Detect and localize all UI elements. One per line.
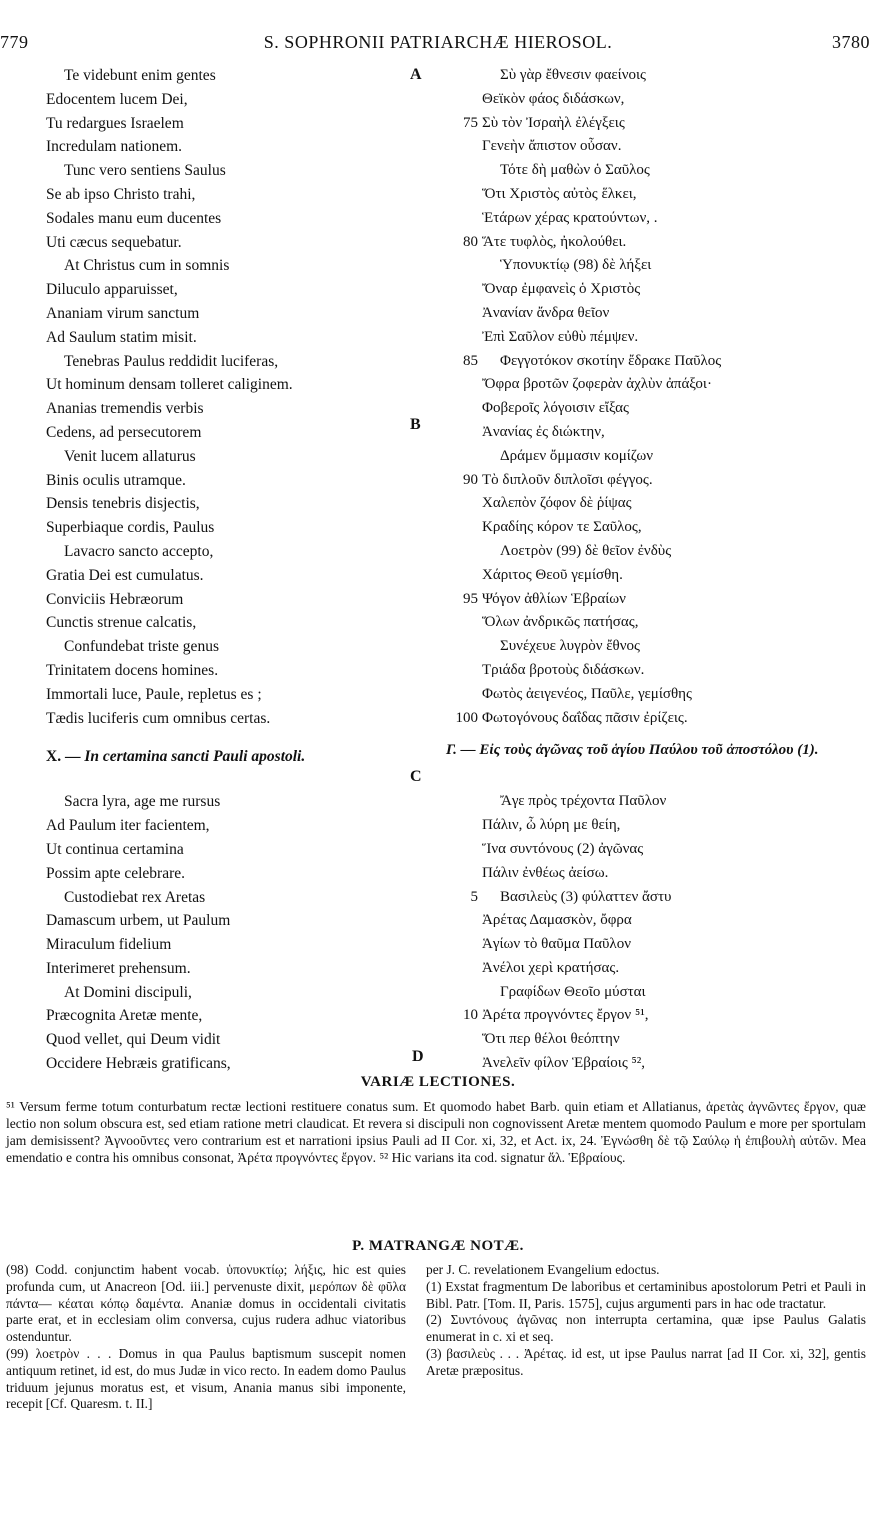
greek-verse-line xyxy=(446,540,866,564)
latin-verse-line: Lavacro sancto accepto, xyxy=(64,542,214,560)
latin-verse-line: Conviciis Hebræorum xyxy=(46,590,184,608)
latin-verse-line: Possim apte celebrare. xyxy=(46,864,186,882)
variae-lectiones-title: VARIÆ LECTIONES. xyxy=(360,1074,516,1090)
greek-verse-text: Ἀρέτα προγνόντες ἔργον ⁵¹, xyxy=(482,1007,649,1024)
latin-verse-line: Cedens, ad persecutorem xyxy=(46,423,202,441)
latin-verse-line: At Domini discipuli, xyxy=(64,983,192,1001)
greek-verse-line xyxy=(446,397,866,421)
latin-verse-line: Te videbunt enim gentes xyxy=(64,67,216,84)
greek-verse-line xyxy=(446,445,866,469)
latin-verse-line: Cunctis strenue calcatis, xyxy=(46,614,197,632)
latin-verses-part1 xyxy=(46,64,386,730)
greek-verse-text: Ἄγε πρὸς τρέχοντα Παῦλον xyxy=(500,793,667,810)
greek-verse-text: Ἀρέτας Δαμασκὸν, ὄφρα xyxy=(482,912,632,929)
latin-verse-line: Se ab ipso Christo trahi, xyxy=(46,185,196,203)
greek-verse-text: Βασιλεὺς (3) φύλαττεν ἄστυ xyxy=(500,888,672,905)
greek-verse-text: Γενεὴν ἄπιστον οὖσαν. xyxy=(482,138,622,155)
latin-verse-line: Quod vellet, qui Deum vidit xyxy=(46,1031,221,1049)
greek-verse-line xyxy=(446,135,866,159)
greek-verse-text: Πάλιν ἐνθέως ἀείσω. xyxy=(482,864,609,881)
greek-verse-line xyxy=(446,635,866,659)
greek-verse-line xyxy=(446,231,866,255)
greek-verse-text: Ὅτι περ θέλοι θεόπτην xyxy=(482,1031,620,1048)
greek-verse-text: Ἑτάρων χέρας κρατούντων, . xyxy=(482,209,658,226)
latin-verse-line: Gratia Dei est cumulatus. xyxy=(46,566,204,584)
variae-lectiones-text xyxy=(6,1098,866,1166)
latin-verse-line: Tunc vero sentiens Saulus xyxy=(64,162,226,180)
greek-verse-line xyxy=(446,373,866,397)
latin-title-italic: In certamina sancti Pauli apostoli. xyxy=(84,748,306,766)
greek-verse-text: Ἀνέλοι χερὶ κρατήσας. xyxy=(482,959,620,976)
latin-verse-line: Ad Saulum statim misit. xyxy=(46,328,197,346)
greek-verse-line xyxy=(446,862,866,886)
greek-verse-text: Δράμεν ὄμμασιν κομίζων xyxy=(500,447,654,464)
greek-verse-text: Ὑπονυκτίῳ (98) δὲ λήξει xyxy=(500,257,652,274)
greek-verse-line xyxy=(446,469,866,493)
verse-number: 85 xyxy=(463,352,478,369)
greek-verse-line xyxy=(446,814,866,838)
greek-section-title: Γ. — Εἰς τοὺς ἀγῶνας τοῦ ἁγίου Παύλου τοῦ ἀποστόλου (1). xyxy=(446,742,819,759)
greek-verse-line xyxy=(446,707,866,731)
latin-verse-line: Superbiaque cordis, Paulus xyxy=(46,519,215,537)
latin-verse-line: Interimeret prehensum. xyxy=(46,959,191,977)
greek-verse-text: Ἅτε τυφλὸς, ἠκολούθει. xyxy=(482,233,627,250)
greek-verse-text: Γραφίδων Θεοῖο μύσται xyxy=(500,983,646,1000)
greek-verse-text: Θεϊκὸν φάος διδάσκων, xyxy=(482,90,625,107)
verse-number: 90 xyxy=(463,471,478,488)
greek-verse-line xyxy=(446,492,866,516)
greek-verse-line xyxy=(446,659,866,683)
greek-verse-line xyxy=(446,611,866,635)
greek-verse-line xyxy=(446,350,866,374)
verse-number: 75 xyxy=(463,114,478,131)
latin-verse-line: Tu redargues Israelem xyxy=(46,114,184,132)
note-paragraph: (3) βασιλεὺς . . . Ἀρέτας. id est, ut ipse Paulus narrat [ad II Cor. xi, 32], gentis Aretæ præpositus. xyxy=(426,1345,866,1378)
note-paragraph: (2) Συντόνους ἀγῶνας non interrupta certamina, quæ ipse Paulus Galatis enumerat in c. xi et seq. xyxy=(426,1312,866,1345)
column-marker-b: B xyxy=(410,416,421,433)
greek-column xyxy=(446,64,866,1076)
page-header xyxy=(0,32,876,56)
greek-verse-line xyxy=(446,933,866,957)
latin-title-prefix: X. — xyxy=(46,748,85,766)
latin-verse-line: Præcognita Aretæ mente, xyxy=(46,1007,203,1025)
latin-verse-line: At Christus cum in somnis xyxy=(64,257,230,275)
greek-verse-text: Ἐπὶ Σαῦλον εὐθὺ πέμψεν. xyxy=(482,328,639,345)
column-marker-d: D xyxy=(412,1048,424,1065)
note-paragraph: (99) λοετρὸν . . . Domus in qua Paulus baptismum suscepit nomen antiquum retinet, id est, do mus Judæ in vico recto. In eadem domo Paulus triduum jejunus moratus est, et visum, Anania manus sibi imponente, recepit [Cf. Quaresm. t. II.] xyxy=(6,1345,406,1412)
greek-verse-line xyxy=(446,326,866,350)
greek-verse-text: Ἀνελεῖν φίλον Ἑβραίοις ⁵², xyxy=(482,1055,645,1072)
latin-verse-line: Ad Paulum iter facientem, xyxy=(46,817,210,835)
verse-number: 80 xyxy=(463,233,478,250)
note-paragraph: per J. C. revelationem Evangelium edoctus. xyxy=(426,1262,660,1277)
latin-verse-line: Tenebras Paulus reddidit luciferas, xyxy=(64,352,279,370)
verse-number: 95 xyxy=(463,590,478,607)
greek-verse-text: Τὸ διπλοῦν διπλοῖσι φέγγος. xyxy=(482,471,653,488)
greek-verse-text: Φωτογόνους δαΐδας πᾶσιν ἐρίζεις. xyxy=(482,709,688,726)
latin-verse-line: Ananiam virum sanctum xyxy=(46,304,200,322)
greek-verse-line xyxy=(446,183,866,207)
latin-verse-line: Venit lucem allaturus xyxy=(64,447,196,465)
greek-verse-text: Ἵνα συντόνους (2) ἀγῶνας xyxy=(482,840,644,857)
latin-verse-line: Damascum urbem, ut Paulum xyxy=(46,912,231,930)
latin-column xyxy=(46,64,386,1076)
greek-verse-line xyxy=(446,112,866,136)
greek-verse-line xyxy=(446,207,866,231)
greek-verse-line xyxy=(446,564,866,588)
greek-verse-text: Φοβεροῖς λόγοισιν εἴξας xyxy=(482,400,629,417)
note-paragraph: (1) Exstat fragmentum De laboribus et certaminibus apostolorum Petri et Pauli in Bibl. Patr. [Tom. II, Paris. 1575], cujus argumenti pars in hac ode tractatur. xyxy=(426,1278,866,1311)
greek-verse-text: Φωτὸς ἀειγενέος, Παῦλε, γεμίσθης xyxy=(482,685,692,702)
greek-verse-line xyxy=(446,886,866,910)
latin-verse-line: Occidere Hebræis gratificans, xyxy=(46,1055,231,1073)
greek-verse-text: Κραδίης κόρον τε Σαῦλος, xyxy=(482,519,642,536)
latin-verse-line: Trinitatem docens homines. xyxy=(46,661,219,679)
greek-verse-line xyxy=(446,516,866,540)
latin-verses-part2 xyxy=(46,790,386,1076)
greek-verse-text: Σὺ τὸν Ἰσραὴλ ἐλέγξεις xyxy=(482,114,625,131)
verse-number: 5 xyxy=(470,888,478,905)
greek-verse-text: Ὄφρα βροτῶν ζοφερὰν ἀχλὺν ἀπάξοι· xyxy=(482,376,712,393)
latin-verse-line: Diluculo apparuisset, xyxy=(46,281,178,299)
greek-verse-text: Ὄναρ ἐμφανεὶς ὁ Χριστὸς xyxy=(482,281,641,298)
greek-verse-text: Χάριτος Θεοῦ γεμίσθη. xyxy=(482,566,623,583)
greek-verse-text: Ἀνανίας ἐς διώκτην, xyxy=(482,423,605,440)
greek-verse-text: Ὅτι Χριστὸς αὐτὸς ἕλκει, xyxy=(482,185,637,202)
latin-verse-line: Immortali luce, Paule, repletus es ; xyxy=(46,685,262,703)
greek-verse-text: Τότε δὴ μαθὼν ὁ Σαῦλος xyxy=(500,162,650,179)
latin-verse-line: Uti cæcus sequebatur. xyxy=(46,233,182,251)
greek-verse-line xyxy=(446,159,866,183)
greek-verse-line xyxy=(446,302,866,326)
verse-number: 10 xyxy=(463,1007,478,1024)
verse-number: 100 xyxy=(455,709,478,726)
greek-verse-text: Λοετρὸν (99) δὲ θεῖον ἐνδὺς xyxy=(500,542,672,559)
greek-verse-line xyxy=(446,588,866,612)
latin-verse-line: Tædis luciferis cum omnibus certas. xyxy=(46,709,271,727)
latin-verse-line: Ananias tremendis verbis xyxy=(46,400,204,418)
greek-verse-line xyxy=(446,278,866,302)
greek-verse-line xyxy=(446,683,866,707)
note-paragraph: (98) Codd. conjunctim habent vocab. ὑπονυκτίῳ; λήξις, hic est quies profunda cum, ut Anacreon [Od. iii.] pervenuste dixit, μερόπων δὲ φῦλα πάντα— κέαται κόπῳ δαμέντα. Ananiæ domus in occidentali civitatis parte erat, et in ecclesiam olim conversa, cujus rudera adhuc viatoribus ostenduntur. xyxy=(6,1262,406,1345)
greek-verse-text: Φεγγοτόκον σκοτίην ἔδρακε Παῦλος xyxy=(500,352,722,369)
greek-verse-line xyxy=(446,421,866,445)
greek-verse-line xyxy=(446,1004,866,1028)
running-title: S. SOPHRONII PATRIARCHÆ HIEROSOL. xyxy=(263,32,613,52)
latin-verse-line: Ut hominum densam tolleret caliginem. xyxy=(46,376,293,394)
greek-verse-line xyxy=(446,981,866,1005)
latin-verse-line: Custodiebat rex Aretas xyxy=(64,888,206,906)
latin-verse-line: Incredulam nationem. xyxy=(46,138,183,156)
greek-verse-text: Τριάδα βροτοὺς διδάσκων. xyxy=(482,661,645,678)
latin-verse-line: Confundebat triste genus xyxy=(64,638,219,656)
latin-verse-line: Ut continua certamina xyxy=(46,840,184,858)
greek-verses-part1 xyxy=(446,64,866,730)
greek-verse-text: Ἁγίων τὸ θαῦμα Παῦλον xyxy=(482,936,631,953)
page-number-left: 779 xyxy=(0,32,29,52)
greek-verse-line xyxy=(446,909,866,933)
notes-right-column xyxy=(426,1262,866,1380)
latin-verse-line: Miraculum fidelium xyxy=(46,936,172,954)
greek-verse-line xyxy=(446,838,866,862)
greek-verse-line xyxy=(446,790,866,814)
latin-verse-line: Sodales manu eum ducentes xyxy=(46,209,222,227)
greek-verses-part2 xyxy=(446,790,866,1076)
greek-verse-text: Χαλεπὸν ζόφον δὲ ῥίψας xyxy=(482,495,632,512)
greek-verse-text: Σὺ γὰρ ἔθνεσιν φαείνοις xyxy=(500,67,646,83)
latin-verse-line: Binis oculis utramque. xyxy=(46,471,186,489)
latin-verse-line: Sacra lyra, age me rursus xyxy=(64,793,221,811)
latin-section-title xyxy=(46,742,386,778)
column-marker-c: C xyxy=(410,768,422,785)
greek-verse-text: Ὅλων ἀνδρικῶς πατήσας, xyxy=(482,614,639,631)
latin-verse-line: Densis tenebris disjectis, xyxy=(46,495,200,513)
matrangae-notes-title: P. MATRANGÆ NOTÆ. xyxy=(352,1238,524,1254)
greek-verse-text: Συνέχευε λυγρὸν ἔθνος xyxy=(500,638,640,655)
notes-left-column xyxy=(6,1262,406,1413)
greek-verse-text: Ἀνανίαν ἄνδρα θεῖον xyxy=(482,304,610,321)
greek-verse-line xyxy=(446,1052,866,1076)
greek-verse-line xyxy=(446,1028,866,1052)
variae-paragraph: ⁵¹ Versum ferme totum conturbatum rectæ lectioni restituere conatus sum. Et quomodo habet Barb. quin etiam et Allatianus, ἀρετὰς ἀγνῶντες ἔργον, quæ lectio non solum obscura est, sed etiam ratione metri claudicat. Et revera si discipuli non cognovissent Aretæ mentem quomodo Paulum e more per sportulam jam demisissent? Ἀγνοοῦντες vero contrarium est et narrationi ipsius Pauli ad II Cor. xi, 32, et Act. ix, 24. Ἐγνώσθη δὲ τῷ Σαύλῳ ἡ ἐπιβουλὴ αὐτῶν. Mea emendatio e contra his omnibus consonat, Ἀρέτα προγνόντες ἔργον. ⁵² Hic varians ita cod. signatur ἄλ. Ἑβραίους. xyxy=(6,1099,866,1165)
greek-verse-line xyxy=(446,957,866,981)
column-marker-a: A xyxy=(410,66,422,83)
page-number-right: 3780 xyxy=(832,32,870,52)
greek-verse-text: Ψόγον ἀθλίων Ἑβραίων xyxy=(482,590,626,607)
latin-verse-line: Edocentem lucem Dei, xyxy=(46,90,188,108)
greek-verse-line xyxy=(446,254,866,278)
greek-verse-line xyxy=(446,88,866,112)
greek-verse-line xyxy=(446,64,866,88)
greek-verse-text: Πάλιν, ὦ λύρη με θείη, xyxy=(482,817,621,834)
